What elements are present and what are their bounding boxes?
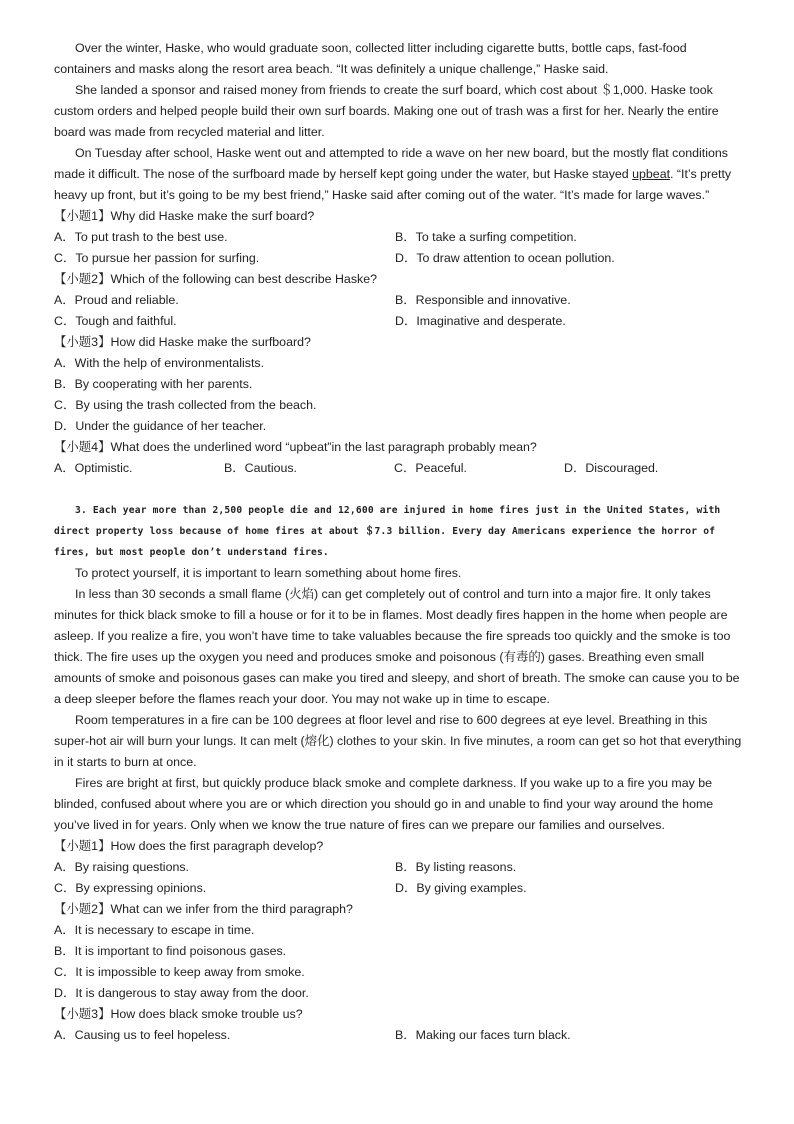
option-d: D．Under the guidance of her teacher. [54, 419, 267, 433]
option-c: C．To pursue her passion for surfing. [54, 251, 260, 265]
option-b: B．Making our faces turn black. [395, 1028, 571, 1042]
option-b: B．It is important to find poisonous gases. [54, 944, 287, 958]
option-d: D．It is dangerous to stay away from the door. [54, 986, 309, 1000]
passage3-paragraph-4: Fires are bright at first, but quickly produce black smoke and complete darkness. If you wake up to a fire you may be blinded, confused about where you are or which direction you should go in and unable to find your way around the home you’ve lived in for years. Only when we know the true nature of fires can we prepare our families and ourselves. [54, 776, 714, 832]
option-a: A．By raising questions. [54, 860, 189, 874]
passage3-paragraph-2: In less than 30 seconds a small flame (火焰) can get completely out of control and turn into a major fire. It only takes minutes for thick black smoke to fill a house or for it to be in flames. Most deadly fires happen in the home when people are asleep. If you realize a fire, you won’t have time to take valuables because the fire spreads too quickly and the smoke is too thick. The fire uses up the oxygen you need and produces smoke and poisonous (有毒的) gases. Breathing even small amounts of smoke and poisonous gases can make you tired and sleepy, and short of breath. The smoke can cause you to be a deep sleeper before the flames reach your door. You may not wake up in time to escape. [54, 587, 740, 706]
passage2-paragraph-1: Over the winter, Haske, who would graduate soon, collected litter including cigarette butts, bottle caps, fast-food containers and masks along the resort area beach. “It was definitely a unique challenge,” Haske said. [54, 41, 687, 76]
passage2-paragraph-3 [54, 143, 744, 206]
option-a: A．Optimistic. [54, 461, 133, 475]
option-b: B．Cautious. [224, 461, 298, 475]
option-a: A．Proud and reliable. [54, 293, 179, 307]
question-stem: 【小题2】What can we infer from the third paragraph? [54, 902, 353, 916]
options-row [54, 290, 744, 311]
option-d: D．Discouraged. [564, 461, 659, 475]
question-stem: 【小题3】How does black smoke trouble us? [54, 1007, 303, 1021]
passage3-intro: 3. Each year more than 2,500 people die and 12,600 are injured in home fires just in the United States, with direct property loss because of home fires at about ＄7.3 billion. Every day Americans experience the horror of fires, but most people don’t understand fires. [54, 505, 721, 558]
worksheet-page [54, 38, 744, 1046]
options-row [54, 857, 744, 878]
passage2-paragraph-3-part1: On Tuesday after school, Haske went out and attempted to ride a wave on her new board, but the mostly flat conditions made it difficult. The nose of the surfboard made by herself kept going under the water, but Haske stayed [54, 146, 728, 181]
option-a: A．To put trash to the best use. [54, 230, 228, 244]
options-row [54, 248, 744, 269]
question-stem: 【小题1】Why did Haske make the surf board? [54, 209, 315, 223]
options-row [54, 458, 744, 479]
passage3-paragraph-1: To protect yourself, it is important to learn something about home fires. [75, 566, 462, 580]
option-b: B．By listing reasons. [395, 860, 517, 874]
passage2-paragraph-2: She landed a sponsor and raised money from friends to create the surf board, which cost about ＄1,000. Haske took custom orders and helped people build their own surf boards. Making one out of trash was a first for her. Nearly the entire board was made from recycled material and litter. [54, 83, 719, 139]
option-d: D．By giving examples. [395, 881, 527, 895]
passage2-paragraph-3-part2: . “It’s pretty heavy up front, but it’s going to be my best friend,” Haske said after coming out of the water. “It’s made for large waves.” [54, 167, 732, 202]
option-b: B．Responsible and innovative. [395, 293, 571, 307]
question-stem: 【小题3】How did Haske make the surfboard? [54, 335, 311, 349]
question-stem: 【小题2】Which of the following can best describe Haske? [54, 272, 377, 286]
option-a: A．It is necessary to escape in time. [54, 923, 255, 937]
options-row [54, 878, 744, 899]
question-stem: 【小题4】What does the underlined word “upbeat”in the last paragraph probably mean? [54, 440, 537, 454]
option-a: A．Causing us to feel hopeless. [54, 1028, 231, 1042]
option-b: B．By cooperating with her parents. [54, 377, 253, 391]
option-b: B．To take a surfing competition. [395, 230, 577, 244]
option-a: A．With the help of environmentalists. [54, 356, 265, 370]
option-d: D．Imaginative and desperate. [395, 314, 566, 328]
option-c: C．Peaceful. [394, 461, 468, 475]
underlined-word: upbeat [632, 167, 671, 181]
option-c: C．By using the trash collected from the beach. [54, 398, 317, 412]
options-row [54, 311, 744, 332]
passage3-paragraph-3: Room temperatures in a fire can be 100 degrees at floor level and rise to 600 degrees at eye level. Breathing in this super-hot air will burn your lungs. It can melt (熔化) clothes to your skin. In five minutes, a room can get so hot that everything in it starts to burn at once. [54, 713, 742, 769]
options-row [54, 227, 744, 248]
option-c: C．By expressing opinions. [54, 881, 207, 895]
options-row [54, 1025, 744, 1046]
option-d: D．To draw attention to ocean pollution. [395, 251, 615, 265]
question-stem: 【小题1】How does the first paragraph develop? [54, 839, 324, 853]
option-c: C．It is impossible to keep away from smoke. [54, 965, 305, 979]
option-c: C．Tough and faithful. [54, 314, 177, 328]
section-gap [54, 479, 744, 500]
